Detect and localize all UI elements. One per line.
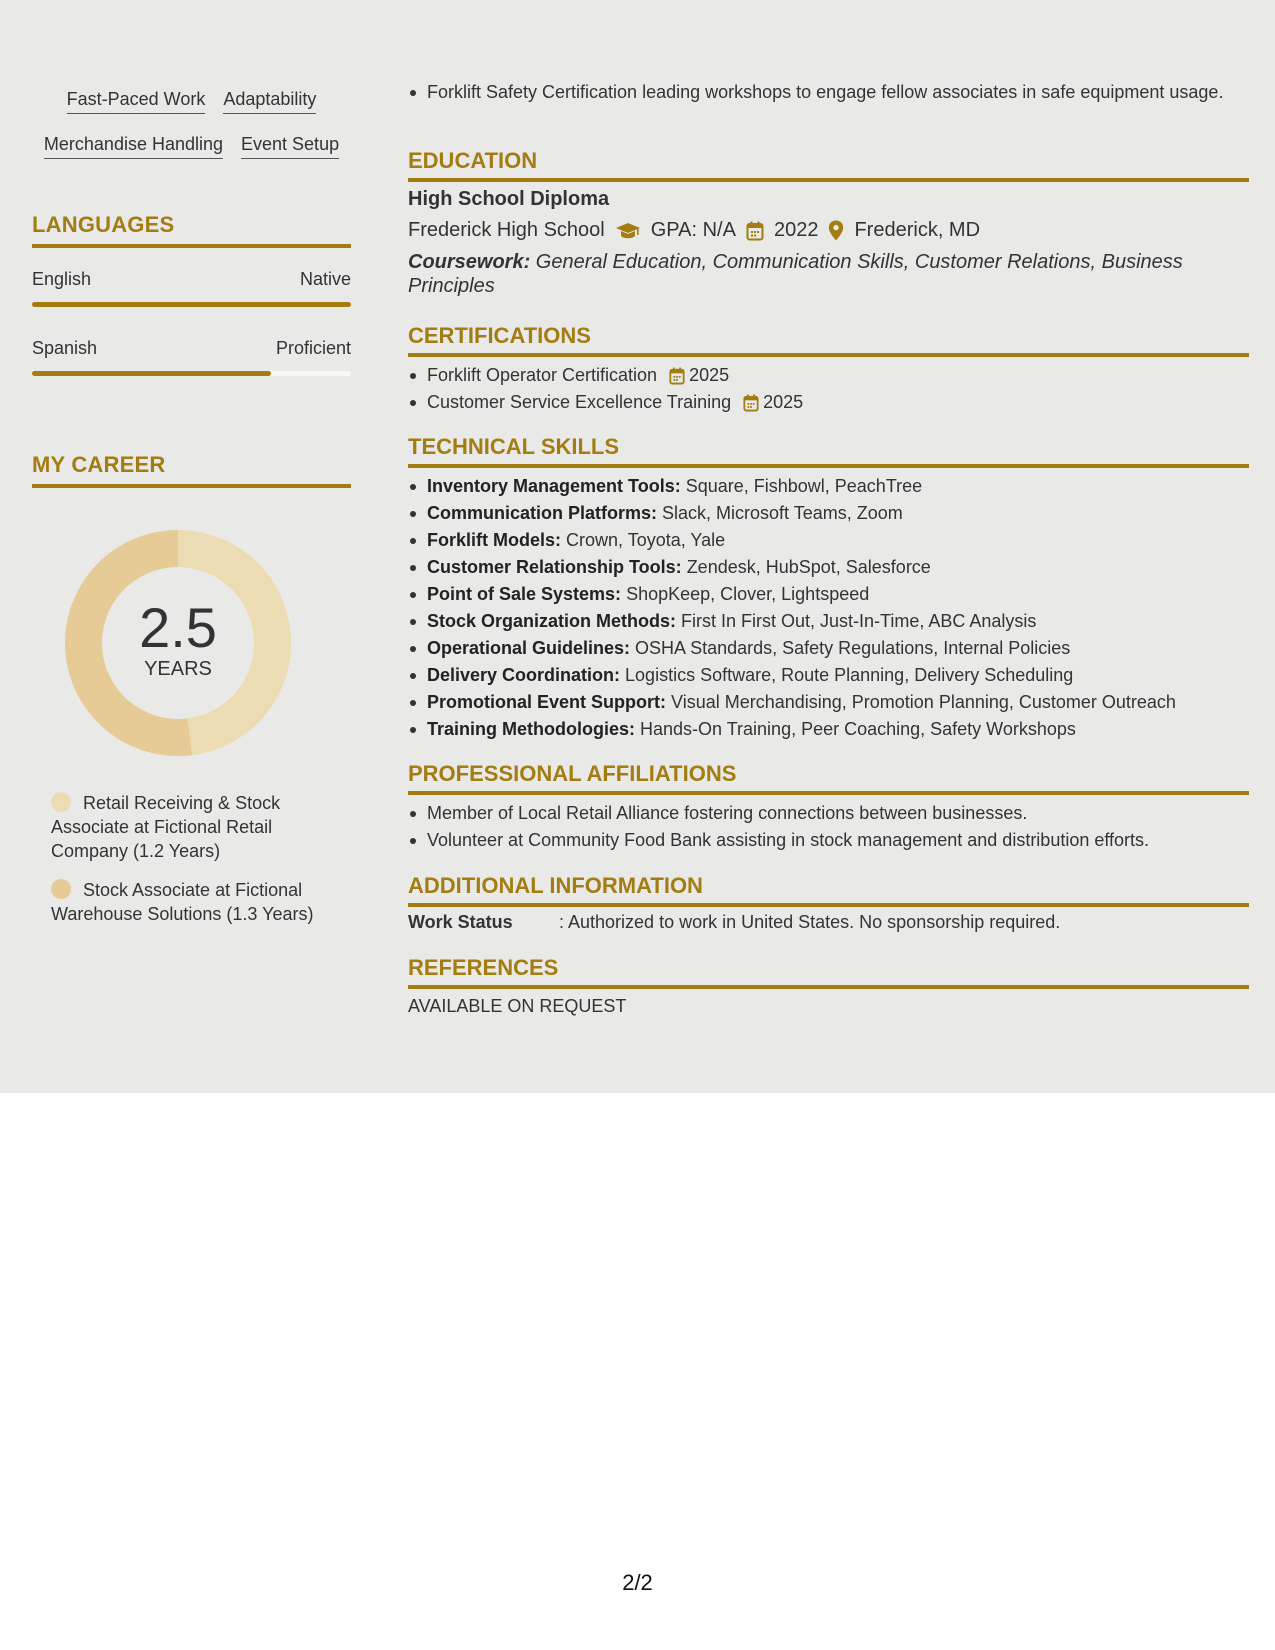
language-bar-fill (32, 371, 271, 376)
list-item (408, 473, 1249, 500)
skill-values: Visual Merchandising, Promotion Planning, Customer Outreach (666, 692, 1176, 712)
list-item (408, 608, 1249, 635)
technical-skills-title: TECHNICAL SKILLS (408, 434, 1249, 468)
language-name: English (32, 269, 92, 289)
certification-name: Forklift Operator Certification (427, 365, 658, 385)
work-status-label: Work Status (408, 912, 513, 932)
list-item (408, 389, 1249, 416)
legend-dot-icon (51, 879, 71, 899)
language-english (32, 268, 351, 307)
languages-title: LANGUAGES (32, 212, 351, 248)
career-total-years: 2.5 (139, 596, 217, 659)
language-bar (32, 371, 351, 376)
certification-year: 2025 (689, 365, 730, 385)
list-item: Member of Local Retail Alliance fostering connections between businesses. (408, 800, 1249, 827)
skill-values: Slack, Microsoft Teams, Zoom (657, 503, 903, 523)
list-item: Volunteer at Community Food Bank assisting in stock management and distribution efforts. (408, 827, 1249, 854)
skill-category: Promotional Event Support: (427, 692, 667, 712)
skill-values: Square, Fishbowl, PeachTree (680, 476, 923, 496)
education-details (408, 219, 980, 242)
skill-category: Point of Sale Systems: (427, 584, 622, 604)
skill-values: Zendesk, HubSpot, Salesforce (681, 557, 931, 577)
legend-label: Retail Receiving & Stock Associate at Fictional Retail Company (1.2 Years) (51, 793, 281, 861)
calendar-icon (746, 221, 764, 241)
language-bar-fill (32, 302, 351, 307)
gpa: GPA: N/A (650, 219, 736, 241)
list-item (408, 527, 1249, 554)
career-total-unit: YEARS (144, 658, 212, 680)
skill-values: Crown, Toyota, Yale (561, 530, 726, 550)
skill-values: Logistics Software, Route Planning, Delivery Scheduling (620, 665, 1074, 685)
graduation-year: 2022 (773, 219, 819, 241)
career-legend-item (51, 878, 341, 926)
technical-skills-list (408, 473, 1249, 743)
work-status-value: : Authorized to work in United States. No sponsorship required. (559, 912, 1061, 932)
list-item: Forklift Safety Certification leading workshops to engage fellow associates in safe equipment usage. (408, 79, 1249, 106)
skill-tag: Adaptability (223, 88, 316, 114)
skill-category: Inventory Management Tools: (427, 476, 681, 496)
skill-category: Delivery Coordination: (427, 665, 621, 685)
certification-name: Customer Service Excellence Training (427, 392, 732, 412)
language-level: Proficient (275, 338, 351, 358)
career-donut-chart (65, 530, 291, 756)
education-title: EDUCATION (408, 148, 1249, 182)
certification-year: 2025 (763, 392, 804, 412)
references-text: AVAILABLE ON REQUEST (408, 996, 627, 1016)
coursework-list: General Education, Communication Skills, Customer Relations, Business Principles (408, 251, 1183, 297)
experience-bullets (408, 79, 1249, 106)
list-item (408, 662, 1249, 689)
skill-category: Forklift Models: (427, 530, 561, 550)
location-pin-icon (828, 220, 844, 241)
school-name: Frederick High School (408, 219, 605, 241)
skill-tag: Fast-Paced Work (67, 88, 206, 114)
certifications-list (408, 362, 1249, 416)
list-item (408, 362, 1249, 389)
coursework-label: Coursework: (408, 251, 531, 273)
calendar-icon (669, 367, 685, 385)
affiliations-list (408, 800, 1249, 854)
skill-tag: Merchandise Handling (44, 133, 223, 159)
legend-label: Stock Associate at Fictional Warehouse Solutions (1.3 Years) (51, 880, 314, 924)
skill-values: First In First Out, Just-In-Time, ABC Analysis (676, 611, 1037, 631)
work-status (408, 912, 1060, 933)
legend-dot-icon (51, 792, 71, 812)
list-item (408, 581, 1249, 608)
skill-category: Customer Relationship Tools: (427, 557, 682, 577)
career-title: MY CAREER (32, 452, 351, 488)
skill-category: Training Methodologies: (427, 719, 635, 739)
school-location: Frederick, MD (854, 219, 981, 241)
list-item (408, 716, 1249, 743)
skill-tags-row-1 (32, 88, 351, 114)
skill-category: Stock Organization Methods: (427, 611, 677, 631)
skill-values: ShopKeep, Clover, Lightspeed (621, 584, 870, 604)
language-spanish (32, 337, 351, 376)
career-legend-item (51, 791, 341, 863)
list-item (408, 500, 1249, 527)
skill-values: Hands-On Training, Peer Coaching, Safety Workshops (635, 719, 1076, 739)
graduation-cap-icon (615, 222, 641, 240)
page-number: 2/2 (622, 1570, 653, 1595)
language-bar (32, 302, 351, 307)
certifications-title: CERTIFICATIONS (408, 323, 1249, 357)
language-level: Native (299, 269, 351, 289)
list-item (408, 689, 1249, 716)
affiliations-title: PROFESSIONAL AFFILIATIONS (408, 761, 1249, 795)
skill-category: Operational Guidelines: (427, 638, 631, 658)
skill-values: OSHA Standards, Safety Regulations, Internal Policies (630, 638, 1071, 658)
degree-name: High School Diploma (408, 188, 610, 210)
list-item (408, 554, 1249, 581)
list-item (408, 635, 1249, 662)
coursework (408, 250, 1238, 298)
references-title: REFERENCES (408, 955, 1249, 989)
language-name: Spanish (32, 338, 98, 358)
additional-info-title: ADDITIONAL INFORMATION (408, 873, 1249, 907)
skill-category: Communication Platforms: (427, 503, 658, 523)
skill-tag: Event Setup (241, 133, 339, 159)
skill-tags-row-2 (32, 133, 351, 159)
calendar-icon (743, 394, 759, 412)
